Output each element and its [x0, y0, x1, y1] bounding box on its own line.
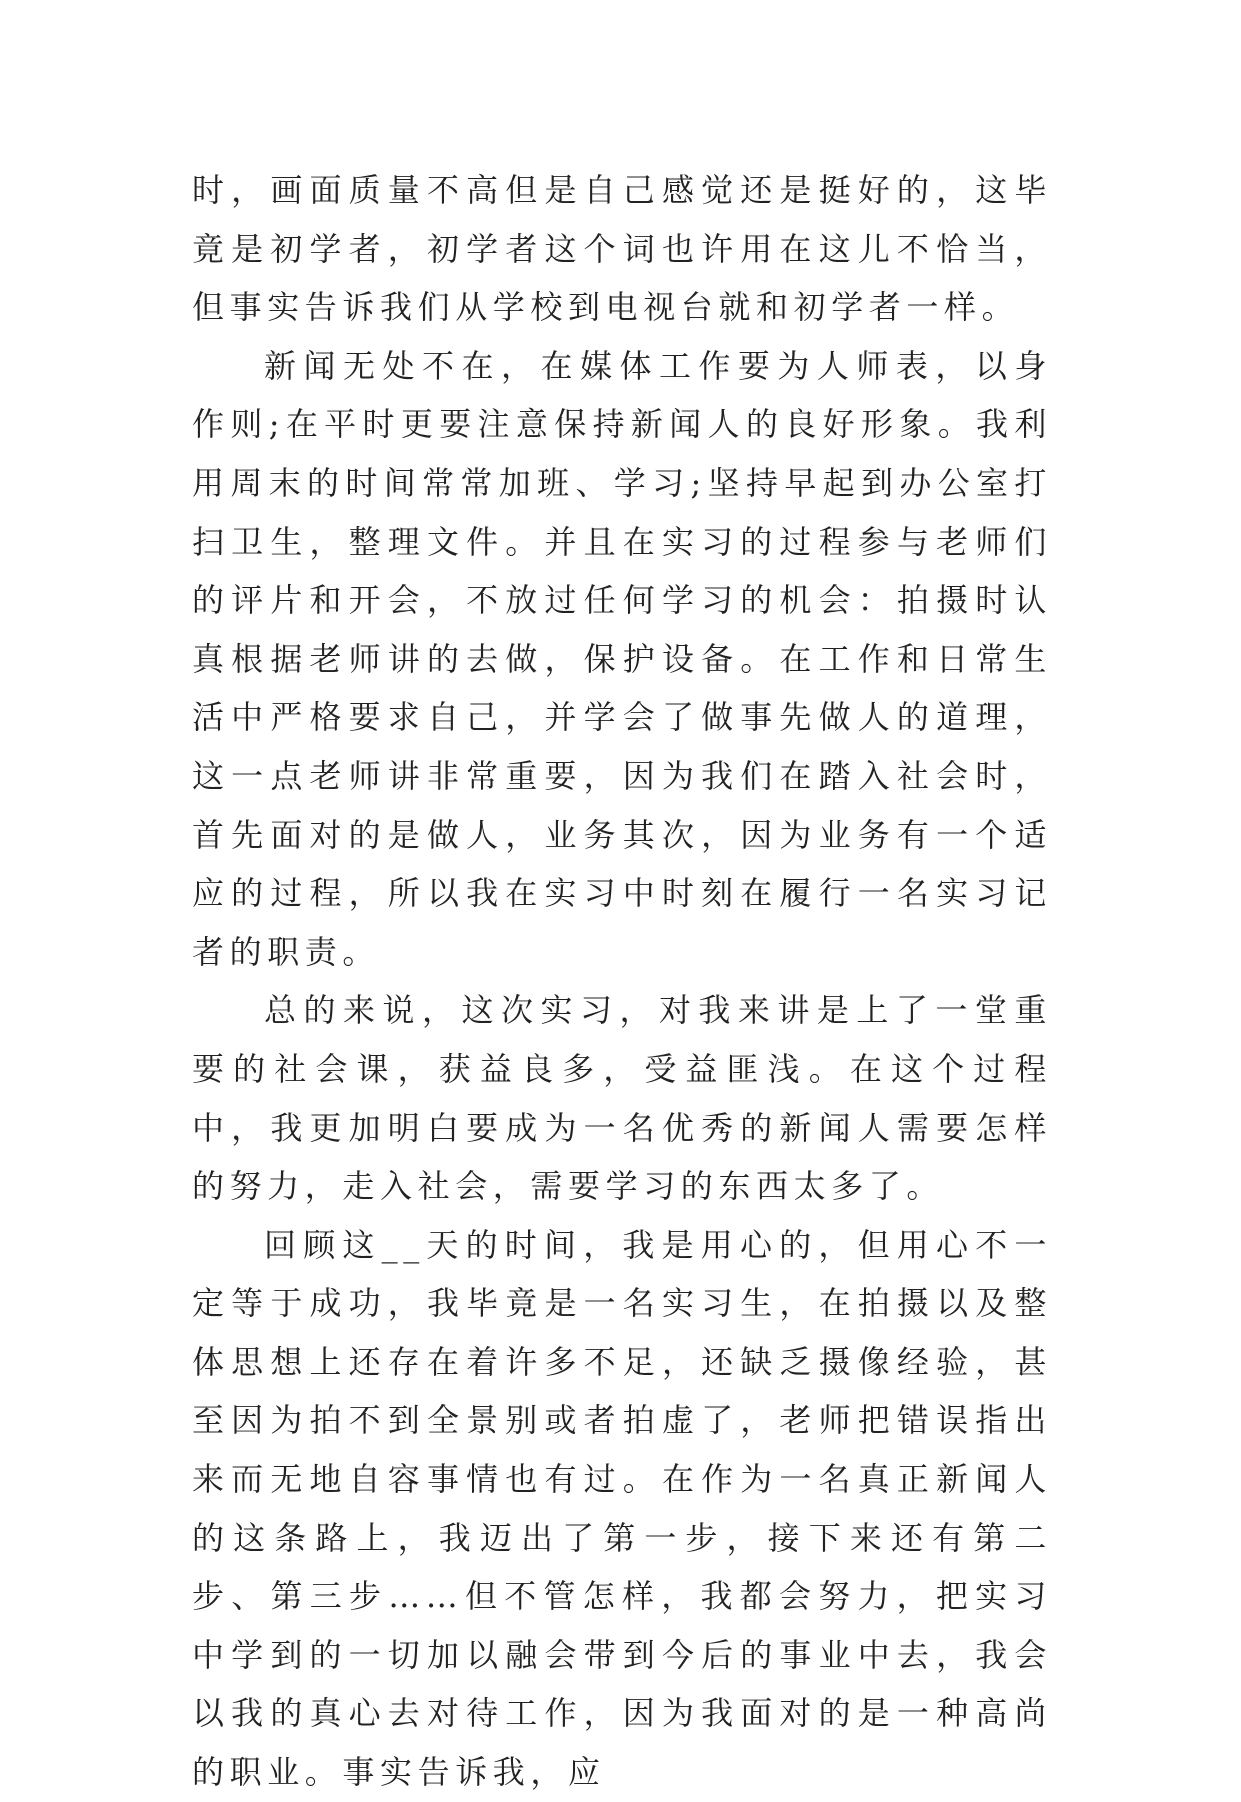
paragraph-summary: 总的来说，这次实习，对我来讲是上了一堂重要的社会课，获益良多，受益匪浅。在这个过程中，我更加明白要成为一名优秀的新闻人需要怎样的努力，走入社会，需要学习的东西太多了。: [192, 991, 1052, 1206]
paragraph-news-everywhere: 新闻无处不在，在媒体工作要为人师表，以身作则;在平时更要注意保持新闻人的良好形象。我利用周末的时间常常加班、学习;坚持早起到办公室打扫卫生，整理文件。并且在实习的过程参与老师们的评片和开会，不放过任何学习的机会：拍摄时认真根据老师讲的去做，保护设备。在工作和日常生活中严格要求自己，并学会了做事先做人的道理，这一点老师讲非常重要，因为我们在踏入社会时，首先面对的是做人，业务其次，因为业务有一个适应的过程，所以我在实习中时刻在履行一名实习记者的职责。: [192, 346, 1052, 971]
paragraph-review: 回顾这__天的时间，我是用心的，但用心不一定等于成功，我毕竟是一名实习生，在拍摄以及整体思想上还存在着许多不足，还缺乏摄像经验，甚至因为拍不到全景别或者拍虚了，老师把错误指出来而无地自容事情也有过。在作为一名真正新闻人的这条路上，我迈出了第一步，接下来还有第二步、第三步……但不管怎样，我都会努力，把实习中学到的一切加以融会带到今后的事业中去，我会以我的真心去对待工作，因为我面对的是一种高尚的职业。事实告诉我，应: [192, 1225, 1052, 1792]
paragraph-continuation: 时，画面质量不高但是自己感觉还是挺好的，这毕竟是初学者，初学者这个词也许用在这儿不恰当，但事实告诉我们从学校到电视台就和初学者一样。: [192, 171, 1052, 327]
document-body: [192, 161, 1052, 1802]
